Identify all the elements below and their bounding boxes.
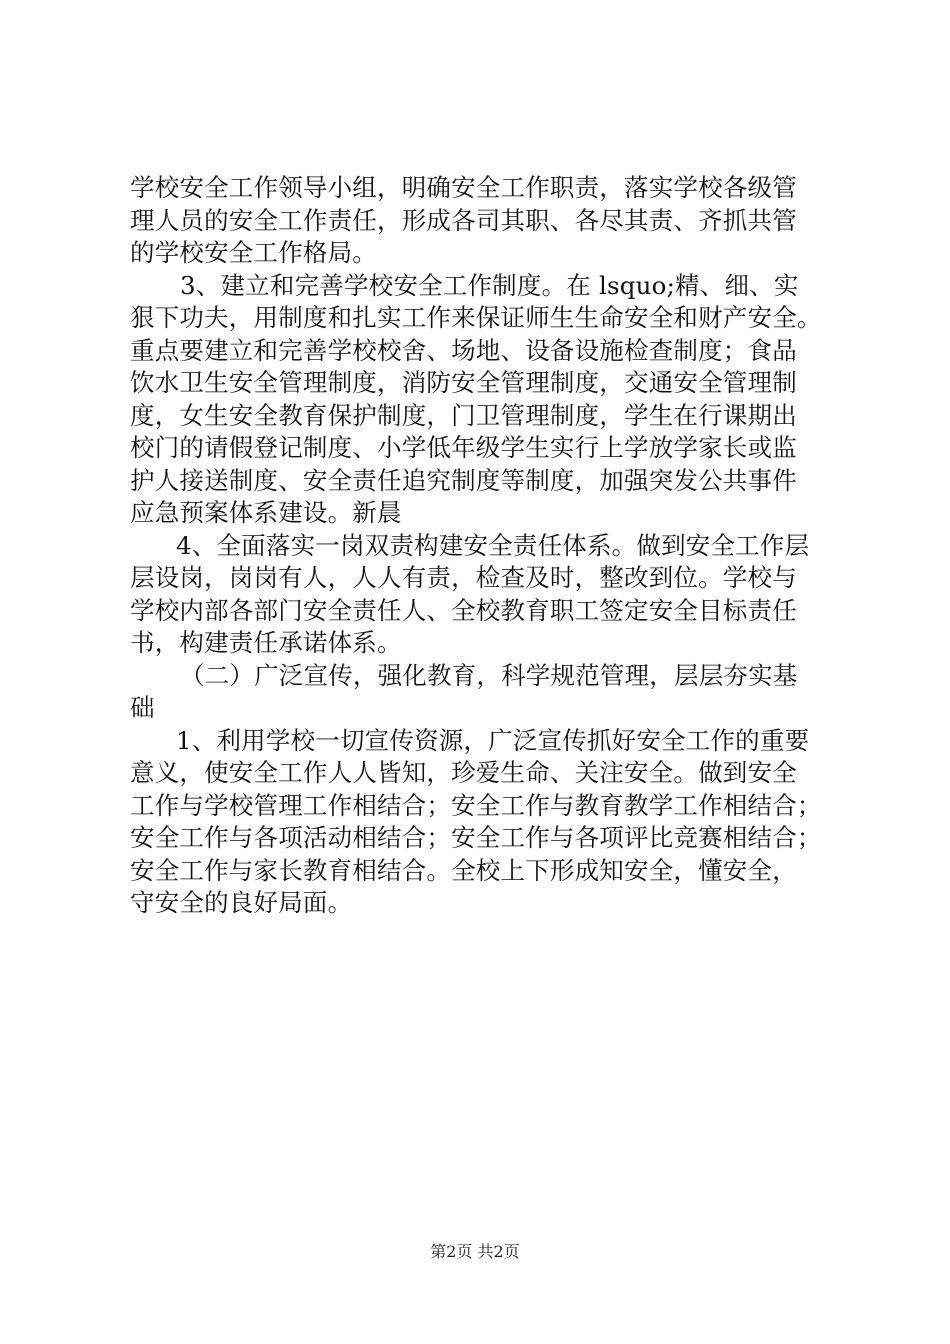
text-line: 学校安全工作领导小组，明确安全工作职责，落实学校各级管	[130, 173, 797, 202]
text-line: 学校内部各部门安全责任人、全校教育职工签定安全目标责任	[130, 595, 797, 625]
page-footer: 第2页 共2页	[430, 1242, 520, 1261]
text-line: 度，女生安全教育保护制度，门卫管理制度，学生在行课期出	[130, 400, 797, 430]
text-line: 护人接送制度、安全责任追究制度等制度，加强突发公共事件	[130, 465, 797, 495]
text-line: 守安全的良好局面。	[130, 888, 353, 917]
text-line: （二）广泛宣传，强化教育，科学规范管理，层层夯实基	[180, 660, 798, 690]
text-line: 3、建立和完善学校安全工作制度。在 lsquo;精、细、实	[180, 270, 799, 300]
text-line: 意义，使安全工作人人皆知，珍爱生命、关注安全。做到安全	[130, 758, 797, 787]
text-line: 狠下功夫，用制度和扎实工作来保证师生生命安全和财产安全。	[130, 303, 822, 332]
text-line: 安全工作与各项活动相结合；安全工作与各项评比竞赛相结合；	[130, 823, 822, 852]
text-line: 重点要建立和完善学校校舍、场地、设备设施检查制度；食品	[130, 335, 797, 365]
text-line: 层设岗，岗岗有人，人人有责，检查及时，整改到位。学校与	[130, 563, 797, 592]
text-line: 应急预案体系建设。新晨	[130, 498, 402, 527]
text-line: 4、全面落实一岗双责构建安全责任体系。做到安全工作层	[176, 530, 810, 560]
text-line: 理人员的安全工作责任，形成各司其职、各尽其责、齐抓共管	[130, 205, 797, 235]
text-line: 的学校安全工作格局。	[130, 238, 377, 267]
text-line: 安全工作与家长教育相结合。全校上下形成知安全，懂安全，	[130, 855, 797, 885]
text-line: 础	[130, 693, 155, 722]
text-line: 1、利用学校一切宣传资源，广泛宣传抓好安全工作的重要	[176, 725, 810, 755]
text-line: 校门的请假登记制度、小学低年级学生实行上学放学家长或监	[130, 433, 797, 462]
text-line: 饮水卫生安全管理制度，消防安全管理制度，交通安全管理制	[130, 368, 797, 397]
document-body	[130, 172, 850, 920]
text-line: 工作与学校管理工作相结合；安全工作与教育教学工作相结合；	[130, 790, 822, 820]
text-line: 书，构建责任承诺体系。	[130, 628, 402, 657]
